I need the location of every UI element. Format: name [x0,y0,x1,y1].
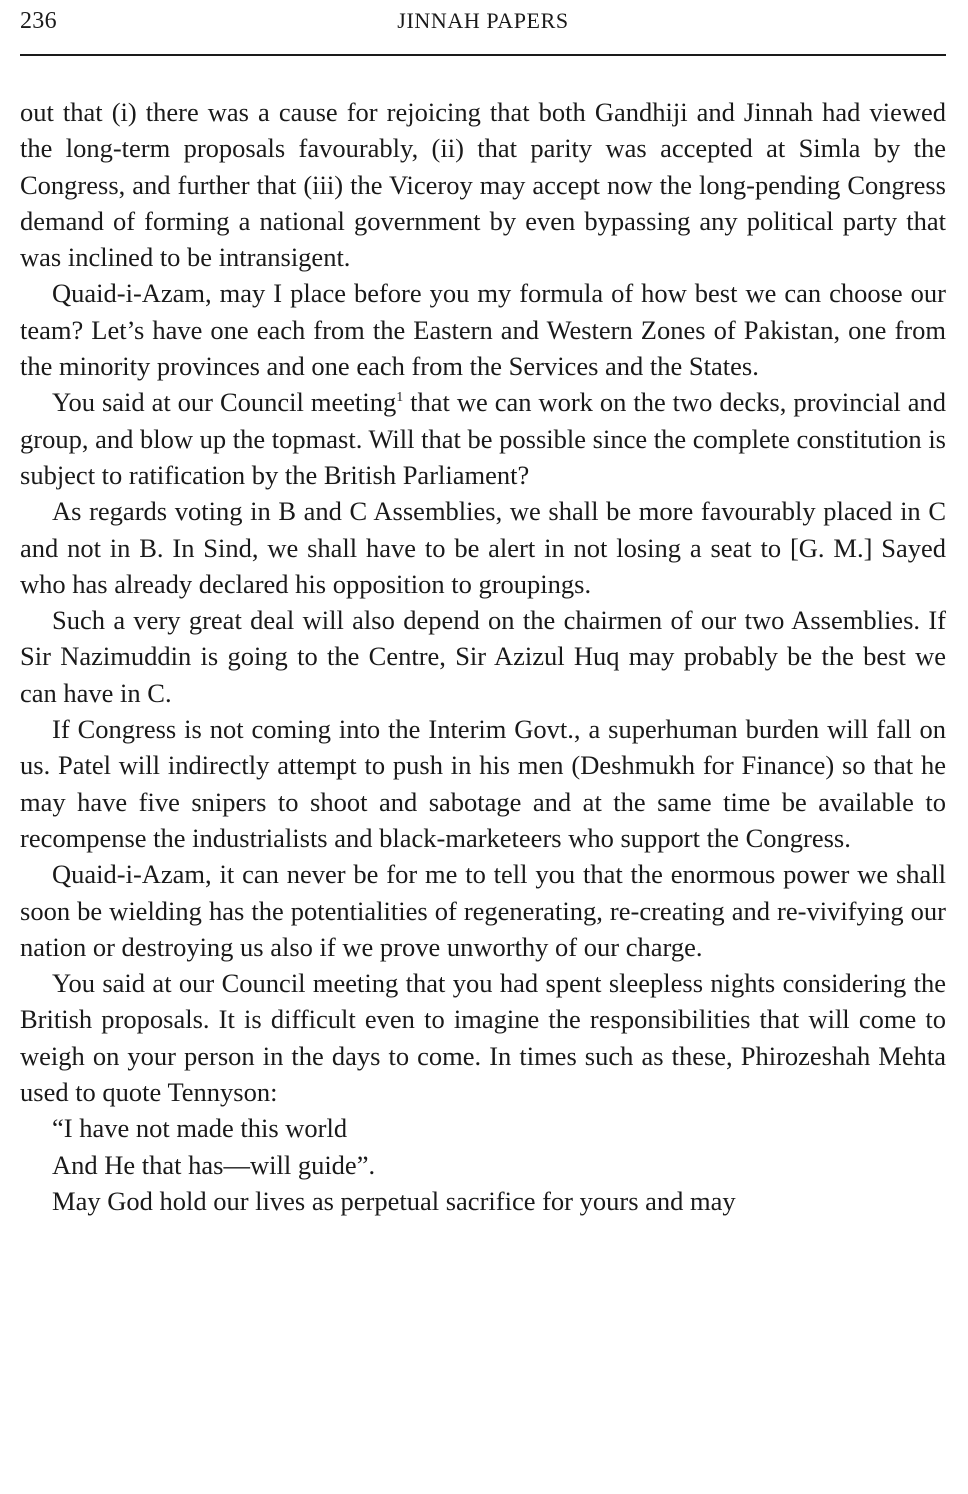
paragraph-council-meeting [20,384,946,493]
paragraph-chairmen: Such a very great deal will also depend on the chairmen of our two Assemblies. If Sir Nazimuddin is going to the Centre, Sir Azizul Huq may probably be the best we can have in C. [20,605,946,708]
paragraph-power: Quaid-i-Azam, it can never be for me to tell you that the enormous power we shall soon be wielding has the potentialities of regenerating, re-creating and re-vivifying our nation or destroying us also if we prove unworthy of our charge. [20,859,946,962]
paragraph-sleepless-nights: You said at our Council meeting that you had spent sleepless nights considering the British proposals. It is difficult even to imagine the responsibilities that will come to weigh on your person in the days to come. In times such as these, Phirozeshah Mehta used to quote Tennyson: [20,968,946,1108]
page-header [20,6,946,40]
paragraph-team-formula: Quaid-i-Azam, may I place before you my formula of how best we can choose our team? Let’s have one each from the Eastern and Western Zones of Pakistan, one from the minority provinces and one each from the Services and the States. [20,278,946,382]
paragraph-text: You said at our Council meeting [52,387,397,418]
header-rule [20,54,946,56]
paragraph-text: that we can work on the two decks, provincial and group, and blow up the topmast. Will that be possible since the complete constitution is subject to ratification by the British Parliament? [20,387,946,490]
body-text [20,94,946,1219]
running-title: JINNAH PAPERS [397,8,569,33]
paragraph-continued: out that (i) there was a cause for rejoicing that both Gandhiji and Jinnah had viewed the long-term proposals favourably, (ii) that parity was accepted at Simla by the Congress, and further that (iii) the Viceroy may accept now the long-pending Congress demand of forming a national government by even bypassing any political party that was inclined to be intransigent. [20,97,946,273]
page-number: 236 [20,8,57,34]
paragraph-assemblies-voting: As regards voting in B and C Assemblies, we shall be more favourably placed in C and not in B. In Sind, we shall have to be alert in not losing a seat to [G. M.] Sayed who has already declared his opposition to groupings. [20,496,946,599]
verse-line-1: “I have not made this world [52,1113,348,1144]
footnote-marker: 1 [396,390,404,406]
paragraph-interim-govt: If Congress is not coming into the Interim Govt., a superhuman burden will fall on us. Patel will indirectly attempt to push in his men (Deshmukh for Finance) so that he may have five snipers to shoot and sabotage and at the same time be available to recompense the industrialists and black-marketeers who support the Congress. [20,714,946,853]
verse-line-2: And He that has—will guide”. [52,1149,376,1180]
paragraph-closing: May God hold our lives as perpetual sacrifice for yours and may [52,1185,736,1216]
